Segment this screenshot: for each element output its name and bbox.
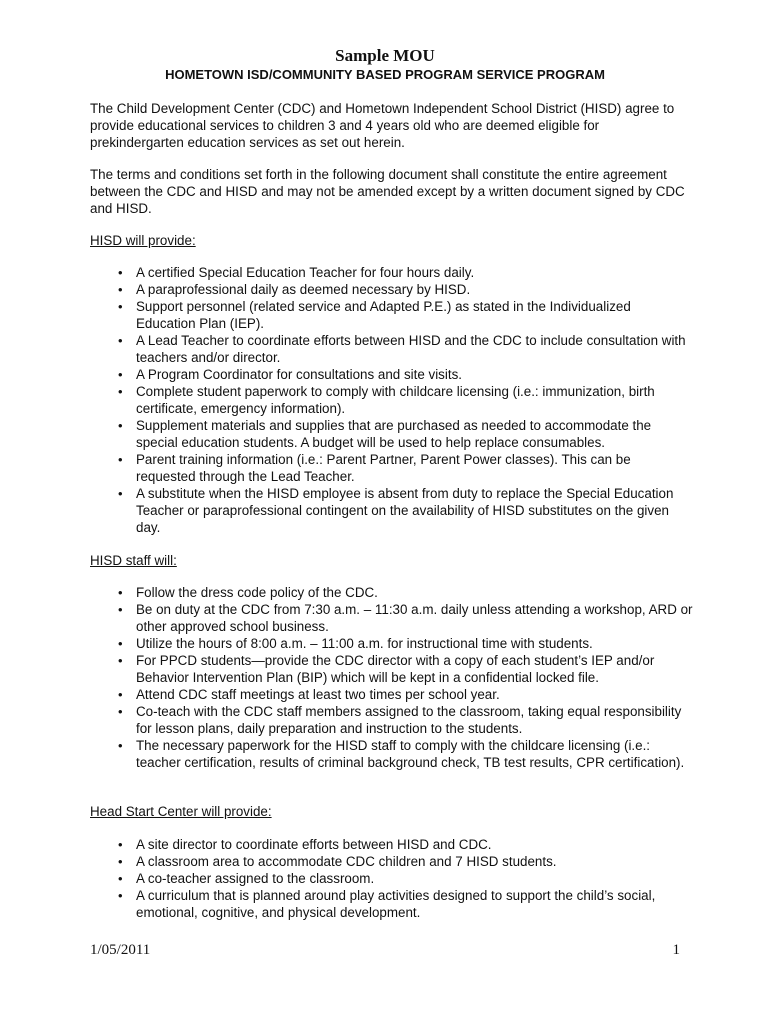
list-item: • Parent training information (i.e.: Parent Partner, Parent Power classes). This can be requested through the Lead Teacher. bbox=[118, 451, 693, 485]
list-item: • A curriculum that is planned around play activities designed to support the child’s social, emotional, cognitive, and physical development. bbox=[118, 887, 693, 921]
list-item: • Attend CDC staff meetings at least two times per school year. bbox=[118, 686, 693, 703]
list-item: • A certified Special Education Teacher for four hours daily. bbox=[118, 264, 693, 281]
list-item: • A substitute when the HISD employee is absent from duty to replace the Special Education Teacher or paraprofessional contingent on the availability of HISD substitutes on the given day. bbox=[118, 485, 693, 536]
list-hisd-staff bbox=[118, 584, 693, 771]
section-heading-head-start: Head Start Center will provide: bbox=[90, 804, 272, 819]
list-item: • Utilize the hours of 8:00 a.m. – 11:00 a.m. for instructional time with students. bbox=[118, 635, 693, 652]
terms-paragraph: The terms and conditions set forth in the following document shall constitute the entire agreement between the CDC and HISD and may not be amended except by a written document signed by CDC and HISD. bbox=[90, 167, 685, 216]
document-subtitle: HOMETOWN ISD/COMMUNITY BASED PROGRAM SERVICE PROGRAM bbox=[165, 67, 605, 82]
list-item: • Support personnel (related service and Adapted P.E.) as stated in the Individualized Education Plan (IEP). bbox=[118, 298, 693, 332]
list-item: • Supplement materials and supplies that are purchased as needed to accommodate the special education students. A budget will be used to help replace consumables. bbox=[118, 417, 693, 451]
list-item: • Be on duty at the CDC from 7:30 a.m. – 11:30 a.m. daily unless attending a workshop, ARD or other approved school business. bbox=[118, 601, 693, 635]
list-item: • Co-teach with the CDC staff members assigned to the classroom, taking equal responsibility for lesson plans, daily preparation and instruction to the students. bbox=[118, 703, 693, 737]
section-heading-hisd-staff: HISD staff will: bbox=[90, 553, 177, 568]
page-number: 1 bbox=[672, 942, 680, 958]
footer-date: 1/05/2011 bbox=[90, 942, 151, 958]
intro-paragraph: The Child Development Center (CDC) and Hometown Independent School District (HISD) agree to provide educational services to children 3 and 4 years old who are deemed eligible for prekindergarten education services as set out herein. bbox=[90, 101, 675, 150]
document-title: Sample MOU bbox=[335, 46, 435, 65]
list-item: • A paraprofessional daily as deemed necessary by HISD. bbox=[118, 281, 693, 298]
list-item: • Complete student paperwork to comply with childcare licensing (i.e.: immunization, birth certificate, emergency information). bbox=[118, 383, 693, 417]
list-head-start bbox=[118, 836, 693, 921]
list-item: • A classroom area to accommodate CDC children and 7 HISD students. bbox=[118, 853, 693, 870]
list-item: • A Lead Teacher to coordinate efforts between HISD and the CDC to include consultation with teachers and/or director. bbox=[118, 332, 693, 366]
list-item: • The necessary paperwork for the HISD staff to comply with the childcare licensing (i.e.: teacher certification, results of criminal background check, TB test results, CPR certification). bbox=[118, 737, 693, 771]
list-item: • For PPCD students—provide the CDC director with a copy of each student’s IEP and/or Behavior Intervention Plan (BIP) which will be kept in a confidential locked file. bbox=[118, 652, 693, 686]
section-heading-hisd-provide: HISD will provide: bbox=[90, 233, 196, 248]
list-hisd-provide bbox=[118, 264, 693, 536]
list-item: • A co-teacher assigned to the classroom. bbox=[118, 870, 693, 887]
list-item: • A site director to coordinate efforts between HISD and CDC. bbox=[118, 836, 693, 853]
list-item: • Follow the dress code policy of the CDC. bbox=[118, 584, 693, 601]
list-item: • A Program Coordinator for consultations and site visits. bbox=[118, 366, 693, 383]
